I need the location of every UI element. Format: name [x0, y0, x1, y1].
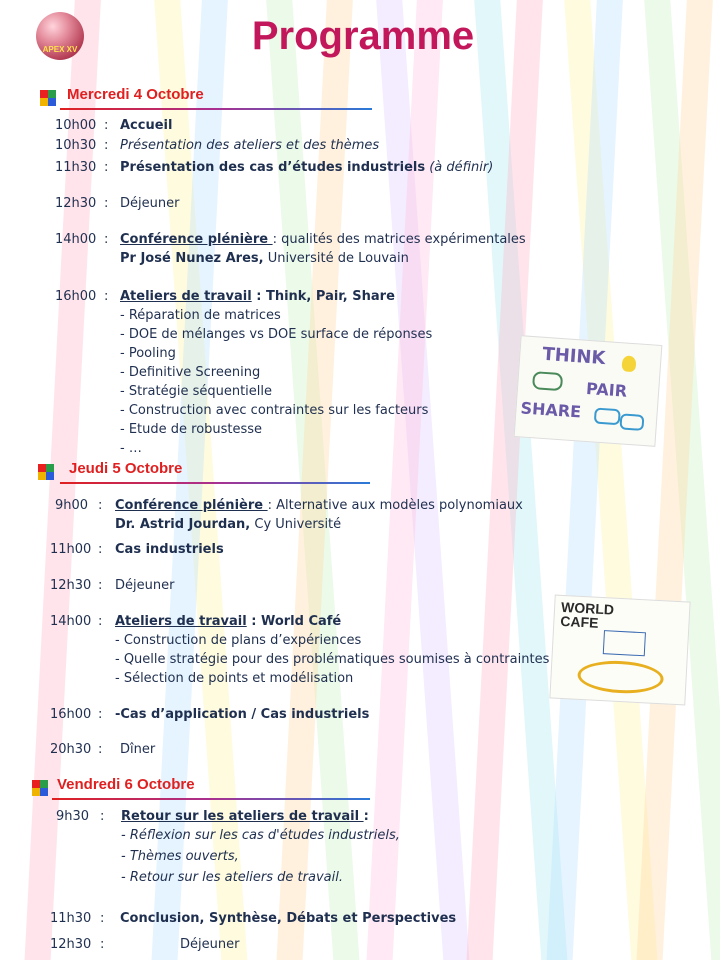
marker-square-green — [48, 90, 56, 98]
sketch-box-icon — [603, 630, 646, 656]
cafe-word: CAFE — [560, 612, 599, 631]
pair-word: PAIR — [585, 378, 628, 401]
day-marker-icon — [40, 90, 56, 106]
activity — [120, 230, 526, 249]
activity-label: Ateliers de travail — [120, 289, 252, 304]
speaker-name: Dr. Astrid Jourdan, — [115, 517, 251, 532]
speech-bubble-icon — [594, 408, 621, 426]
list-item: - Retour sur les ateliers de travail. — [121, 870, 343, 885]
list-item: - Réflexion sur les cas d'études industriels, — [121, 828, 400, 843]
activity — [115, 496, 523, 515]
marker-square-red — [32, 780, 40, 788]
list-item: - Quelle stratégie pour des problématiques soumises à contraintes — [115, 652, 550, 667]
activity: Présentation des ateliers et des thèmes — [120, 138, 380, 153]
activity-title: Présentation des cas d’études industriels — [120, 160, 426, 175]
table-sketch-icon — [577, 659, 665, 695]
activity-label: Retour sur les ateliers de travail — [121, 809, 364, 824]
time: 14h00 — [55, 232, 97, 247]
list-item: - Construction de plans d’expériences — [115, 633, 362, 648]
list-item: - Stratégie séquentielle — [120, 384, 273, 399]
colon: : — [98, 542, 103, 557]
activity-label: Ateliers de travail — [115, 614, 247, 629]
activity-label: Conférence plénière — [120, 232, 273, 247]
day-header-mercredi — [40, 86, 372, 110]
activity: Dîner — [120, 742, 156, 757]
marker-square-green — [46, 464, 54, 472]
time: 9h30 — [56, 809, 90, 824]
list-item: - Etude de robustesse — [120, 422, 263, 437]
marker-square-yellow — [40, 98, 48, 106]
time: 12h30 — [50, 937, 92, 952]
activity-text: : Alternative aux modèles polynomiaux — [267, 498, 523, 513]
time: 11h30 — [55, 160, 97, 175]
day-underline — [60, 108, 372, 110]
colon: : — [104, 160, 109, 175]
list-item: - … — [120, 441, 142, 456]
marker-square-blue — [40, 788, 48, 796]
activity — [121, 807, 369, 826]
activity: -Cas d’application / Cas industriels — [115, 707, 370, 722]
time: 14h00 — [50, 614, 92, 629]
time: 20h30 — [50, 742, 92, 757]
colon: : — [98, 707, 103, 722]
think-pair-share-image — [514, 335, 663, 447]
colon: : — [104, 232, 109, 247]
marker-square-red — [40, 90, 48, 98]
activity-text: : — [363, 809, 369, 824]
marker-square-red — [38, 464, 46, 472]
share-word: SHARE — [519, 398, 582, 422]
time: 16h00 — [50, 707, 92, 722]
colon: : — [100, 937, 105, 952]
activity: Déjeuner — [120, 196, 180, 211]
colon: : — [104, 196, 109, 211]
list-item: - Sélection de points et modélisation — [115, 671, 354, 686]
list-item: - Pooling — [120, 346, 176, 361]
speaker-affiliation: Cy Université — [250, 517, 342, 532]
day-marker-icon — [38, 464, 54, 480]
colon: : — [98, 742, 103, 757]
speaker — [115, 515, 341, 534]
time: 11h00 — [50, 542, 92, 557]
list-item: - Réparation de matrices — [120, 308, 281, 323]
activity-text: : qualités des matrices expérimentales — [272, 232, 526, 247]
day-title: Jeudi 5 Octobre — [69, 460, 183, 477]
lightbulb-icon — [621, 355, 636, 372]
colon: : — [104, 118, 109, 133]
world-cafe-image — [549, 595, 690, 706]
activity: Conclusion, Synthèse, Débats et Perspectives — [120, 911, 457, 926]
marker-square-blue — [48, 98, 56, 106]
time: 16h00 — [55, 289, 97, 304]
day-marker-icon — [32, 780, 48, 796]
list-item: - DOE de mélanges vs DOE surface de réponses — [120, 327, 433, 342]
activity: Cas industriels — [115, 542, 224, 557]
day-underline — [60, 482, 370, 484]
marker-square-yellow — [32, 788, 40, 796]
speaker — [120, 249, 409, 268]
logo-text: APEX XV — [42, 45, 78, 54]
day-underline — [52, 798, 370, 800]
speaker-name: Pr José Nunez Ares, — [120, 251, 264, 266]
time: 10h00 — [55, 118, 97, 133]
day-header-vendredi — [32, 776, 370, 800]
marker-square-green — [40, 780, 48, 788]
colon: : — [100, 911, 105, 926]
time: 12h30 — [50, 578, 92, 593]
colon: : — [104, 138, 109, 153]
activity — [120, 158, 493, 177]
colon: : — [98, 614, 103, 629]
world-word: WORLD — [560, 598, 615, 618]
colon: : — [98, 498, 103, 513]
list-item: - Thèmes ouverts, — [121, 849, 239, 864]
day-title: Vendredi 6 Octobre — [57, 776, 195, 793]
time: 12h30 — [55, 196, 97, 211]
speaker-affiliation: Université de Louvain — [263, 251, 409, 266]
day-title: Mercredi 4 Octobre — [67, 86, 204, 103]
colon: : — [100, 809, 105, 824]
people-icon — [532, 371, 563, 391]
think-word: THINK — [541, 343, 607, 370]
list-item: - Construction avec contraintes sur les facteurs — [120, 403, 429, 418]
page-title: Programme — [251, 14, 475, 58]
time: 9h00 — [55, 498, 89, 513]
activity-text: : Think, Pair, Share — [251, 289, 395, 304]
activity: Déjeuner — [180, 937, 240, 952]
marker-square-blue — [46, 472, 54, 480]
speech-bubble-icon — [619, 413, 644, 431]
day-header-jeudi — [38, 460, 370, 484]
activity-note: (à définir) — [429, 160, 494, 175]
time: 11h30 — [50, 911, 92, 926]
activity — [120, 287, 395, 306]
activity — [115, 612, 341, 631]
activity: Déjeuner — [115, 578, 175, 593]
marker-square-yellow — [38, 472, 46, 480]
activity: Accueil — [120, 118, 173, 133]
time: 10h30 — [55, 138, 97, 153]
activity-label: Conférence plénière — [115, 498, 268, 513]
colon: : — [104, 289, 109, 304]
list-item: - Definitive Screening — [120, 365, 261, 380]
colon: : — [98, 578, 103, 593]
activity-text: : World Café — [246, 614, 342, 629]
